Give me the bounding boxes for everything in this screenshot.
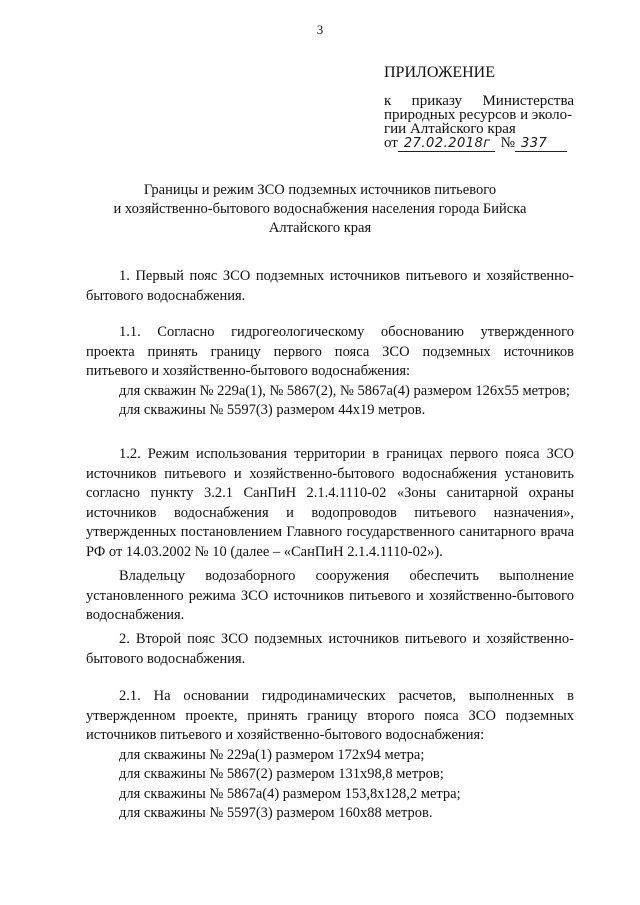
- handwritten-number: 337: [515, 137, 567, 152]
- page-number: 3: [316, 22, 324, 37]
- title-line-1: Границы и режим ЗСО подземных источников питьевого: [143, 182, 497, 198]
- title-line-3: Алтайского края: [268, 220, 372, 236]
- owner-obligation: [86, 567, 574, 626]
- from-label: от: [384, 135, 398, 151]
- section-1-2-text: 1.2. Режим использования территории в границах первого пояса ЗСО источников питьевого и хозяйственно-бытового водоснабжения установить согласно пункту 3.2.1 СанПиН 2.1.4.1110-02 «Зоны санитарной охраны источников водоснабжения и водопроводов питьевого назначения», утвержденных постановлением Главного государственного санитарного врача РФ от 14.03.2002 № 10 (далее – «СанПиН 2.1.4.1110-02»).: [86, 446, 574, 560]
- section-1-2: [86, 445, 574, 562]
- section-2-1: [86, 687, 574, 824]
- section-1-heading: 1. Первый пояс ЗСО подземных источников питьевого и хозяйственно-бытового водоснабжения.: [86, 268, 574, 304]
- number-label: №: [500, 135, 515, 151]
- title-line-2: и хозяйственно-бытового водоснабжения населения города Бийска: [113, 201, 527, 217]
- section-1-1-text: 1.1. Согласно гидрогеологическому обоснованию утвержденного проекта принять границу первого пояса ЗСО подземных источников питьевого и хозяйственно-бытового водоснабжения:: [86, 324, 574, 379]
- document-title: [100, 181, 540, 238]
- section-2-1-item-d: для скважины № 5597(3) размером 160х88 метров.: [119, 805, 433, 821]
- owner-obligation-text: Владельцу водозаборного сооружения обеспечить выполнение установленного режима ЗСО источников питьевого и хозяйственно-бытового водоснабжения.: [86, 568, 574, 623]
- appendix-line-3: гии Алтайского края: [384, 121, 516, 137]
- section-2-1-item-c: для скважины № 5867а(4) размером 153,8х128,2 метра;: [119, 785, 461, 802]
- order-signature-line: [384, 136, 574, 152]
- section-2-heading: 2. Второй пояс ЗСО подземных источников питьевого и хозяйственно-бытового водоснабжения.: [86, 631, 574, 667]
- section-2: [86, 630, 574, 669]
- appendix-heading: ПРИЛОЖЕНИЕ: [384, 64, 496, 81]
- section-2-1-item-b: для скважины № 5867(2) размером 131х98,8 метров;: [119, 766, 444, 782]
- appendix-line-1: к приказу Министерства: [384, 93, 574, 109]
- section-1-1-item-a: для скважин № 229а(1), № 5867(2), № 5867а(4) размером 126х55 метров;: [119, 382, 570, 399]
- handwritten-date: 27.02.2018г: [398, 137, 495, 152]
- section-1-1: [86, 323, 574, 421]
- section-1-1-item-b: для скважины № 5597(3) размером 44х19 метров.: [119, 402, 426, 418]
- appendix-line-2: природных ресурсов и эколо-: [384, 107, 573, 123]
- section-1: [86, 267, 574, 306]
- section-2-1-text: 2.1. На основании гидродинамических расчетов, выполненных в утвержденном проекте, принять границу второго пояса ЗСО подземных источников питьевого и хозяйственно-бытового водоснабжения:: [86, 688, 574, 743]
- appendix-header: [384, 66, 574, 152]
- section-2-1-item-a: для скважины № 229а(1) размером 172х94 метра;: [119, 746, 425, 763]
